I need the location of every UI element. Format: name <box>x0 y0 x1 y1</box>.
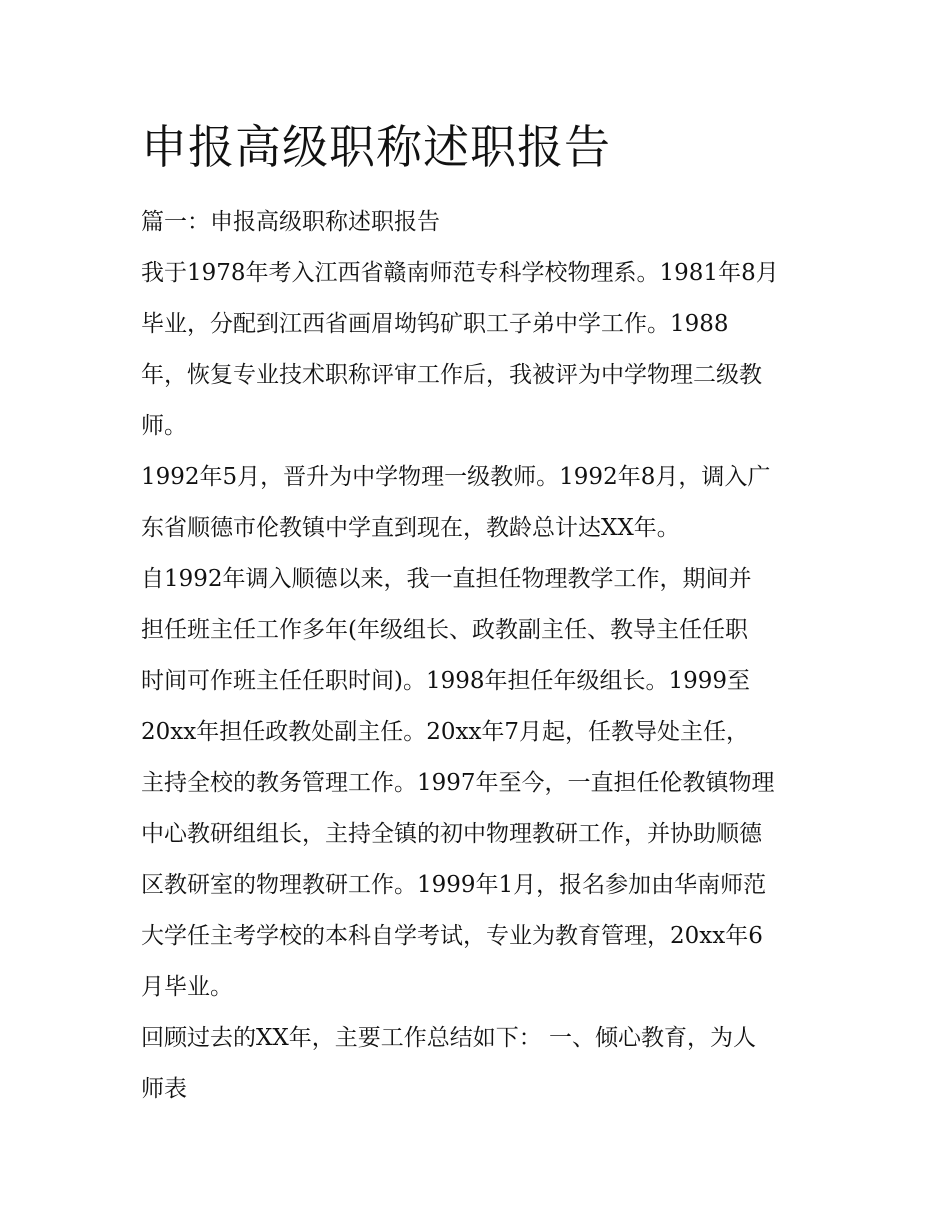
body-line-14: 大学任主考学校的本科自学考试，专业为教育管理，20xx年6 <box>141 923 763 949</box>
document-subtitle: 篇一：申报高级职称述职报告 <box>141 209 440 235</box>
body-line-11: 主持全校的教务管理工作。1997年至今，一直担任伦教镇物理 <box>141 770 775 796</box>
body-line-10: 20xx年担任政教处副主任。20xx年7月起，任教导处主任， <box>141 719 750 745</box>
body-line-8: 担任班主任工作多年(年级组长、政教副主任、教导主任任职 <box>141 617 748 643</box>
body-line-5: 1992年5月，晋升为中学物理一级教师。1992年8月，调入广 <box>141 464 771 490</box>
body-line-6: 东省顺德市伦教镇中学直到现在，教龄总计达XX年。 <box>141 515 680 541</box>
body-line-13: 区教研室的物理教研工作。1999年1月，报名参加由华南师范 <box>141 872 767 898</box>
body-line-7: 自1992年调入顺德以来，我一直担任物理教学工作，期间并 <box>141 566 752 592</box>
body-line-9: 时间可作班主任任职时间)。1998年担任年级组长。1999至 <box>141 668 751 694</box>
document-title: 申报高级职称述职报告 <box>141 120 611 174</box>
body-line-17: 师表 <box>141 1076 187 1102</box>
body-line-2: 毕业，分配到江西省画眉坳钨矿职工子弟中学工作。1988 <box>141 311 729 337</box>
body-line-12: 中心教研组组长，主持全镇的初中物理教研工作，并协助顺德 <box>141 821 762 847</box>
body-line-4: 师。 <box>141 413 187 439</box>
body-line-15: 月毕业。 <box>141 974 233 1000</box>
body-line-16: 回顾过去的XX年，主要工作总结如下： 一、倾心教育，为人 <box>141 1025 757 1051</box>
body-line-3: 年，恢复专业技术职称评审工作后，我被评为中学物理二级教 <box>141 362 762 388</box>
body-line-1: 我于1978年考入江西省赣南师范专科学校物理系。1981年8月 <box>141 260 779 286</box>
